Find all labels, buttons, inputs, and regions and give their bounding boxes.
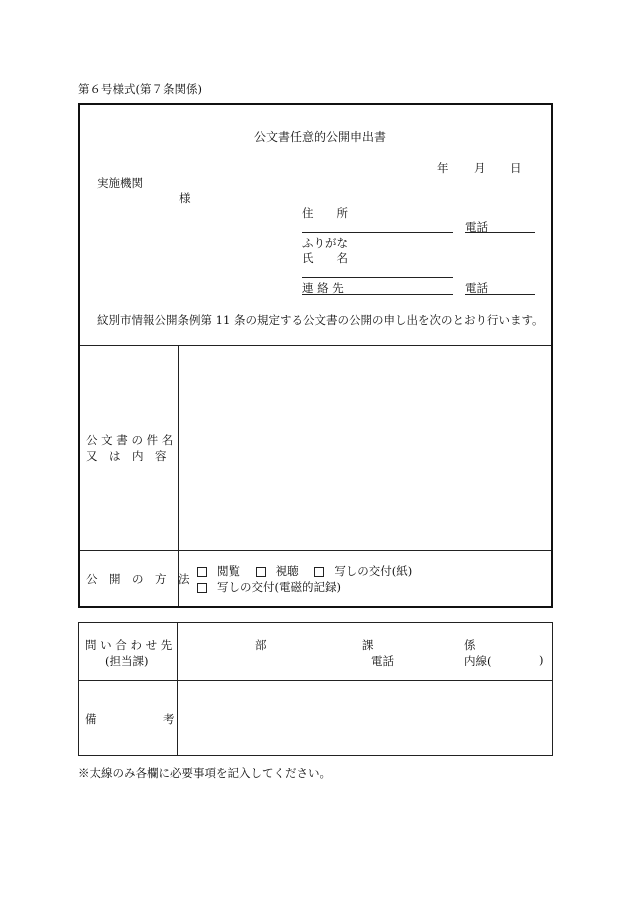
document-name-field[interactable]: [180, 347, 551, 550]
remarks-label-left: 備: [85, 712, 97, 726]
row-divider-2: [80, 550, 551, 551]
inquiry-extension: 内線(: [464, 654, 492, 668]
address-underline: [302, 232, 453, 233]
inquiry-extension-close: ): [539, 653, 544, 667]
date-month: 月: [474, 161, 486, 175]
inquiry-phone: 電話: [371, 654, 394, 668]
contact-label: 連 絡 先: [302, 281, 344, 295]
date-year: 年: [437, 161, 449, 175]
document-name-label-line2: 又 は 内 容: [86, 449, 167, 463]
inquiry-label-line2: (担当課): [105, 654, 149, 668]
contact-phone-underline: [465, 294, 535, 295]
option-listen: 視聴: [275, 564, 299, 578]
form-title: 公文書任意的公開申出書: [254, 130, 387, 144]
inquiry-unit: 係: [464, 638, 476, 652]
remarks-label-right: 考: [163, 712, 175, 726]
contact-underline: [302, 294, 453, 295]
date-day: 日: [510, 161, 522, 175]
inquiry-dept: 部: [255, 638, 267, 652]
statement: 紋別市情報公開条例第 11 条の規定する公文書の公開の申し出を次のとおり行います。: [97, 313, 544, 327]
option-copy-electronic: 写しの交付(電磁的記録): [217, 580, 341, 594]
furigana-label: ふりがな: [302, 236, 348, 250]
inquiry-section: 課: [362, 638, 374, 652]
document-name-label-line1: 公 文 書 の 件 名: [86, 433, 174, 447]
checkbox-copy-paper[interactable]: [314, 567, 324, 577]
recipient-honorific: 様: [179, 191, 191, 205]
application-form: [78, 103, 553, 608]
label-column-divider: [178, 345, 179, 606]
footnote: ※太線のみ各欄に必要事項を記入してください。: [78, 766, 331, 780]
option-view: 閲覧: [217, 564, 240, 578]
recipient-org: 実施機関: [97, 176, 143, 190]
address-phone-underline: [465, 232, 535, 233]
name-label: 氏 名: [302, 251, 348, 265]
disclosure-method-label: 公 開 の 方 法: [86, 572, 190, 586]
office-use-table: [78, 622, 553, 756]
checkbox-listen[interactable]: [256, 567, 266, 577]
address-phone-label: 電話: [465, 220, 488, 234]
row-divider-1: [80, 345, 551, 346]
address-label: 住 所: [302, 206, 348, 220]
form-number: 第６号様式(第７条関係): [78, 82, 202, 96]
checkbox-copy-electronic[interactable]: [197, 583, 207, 593]
disclosure-options-row2: [197, 579, 341, 595]
contact-phone-label: 電話: [465, 281, 488, 295]
inquiry-label-line1: 問 い 合 わ せ 先: [85, 638, 173, 652]
name-underline: [302, 277, 453, 278]
disclosure-options-row1: [197, 563, 412, 579]
office-row-divider: [79, 680, 552, 681]
checkbox-view[interactable]: [197, 567, 207, 577]
office-label-divider: [177, 623, 178, 755]
option-copy-paper: 写しの交付(紙): [334, 564, 413, 578]
